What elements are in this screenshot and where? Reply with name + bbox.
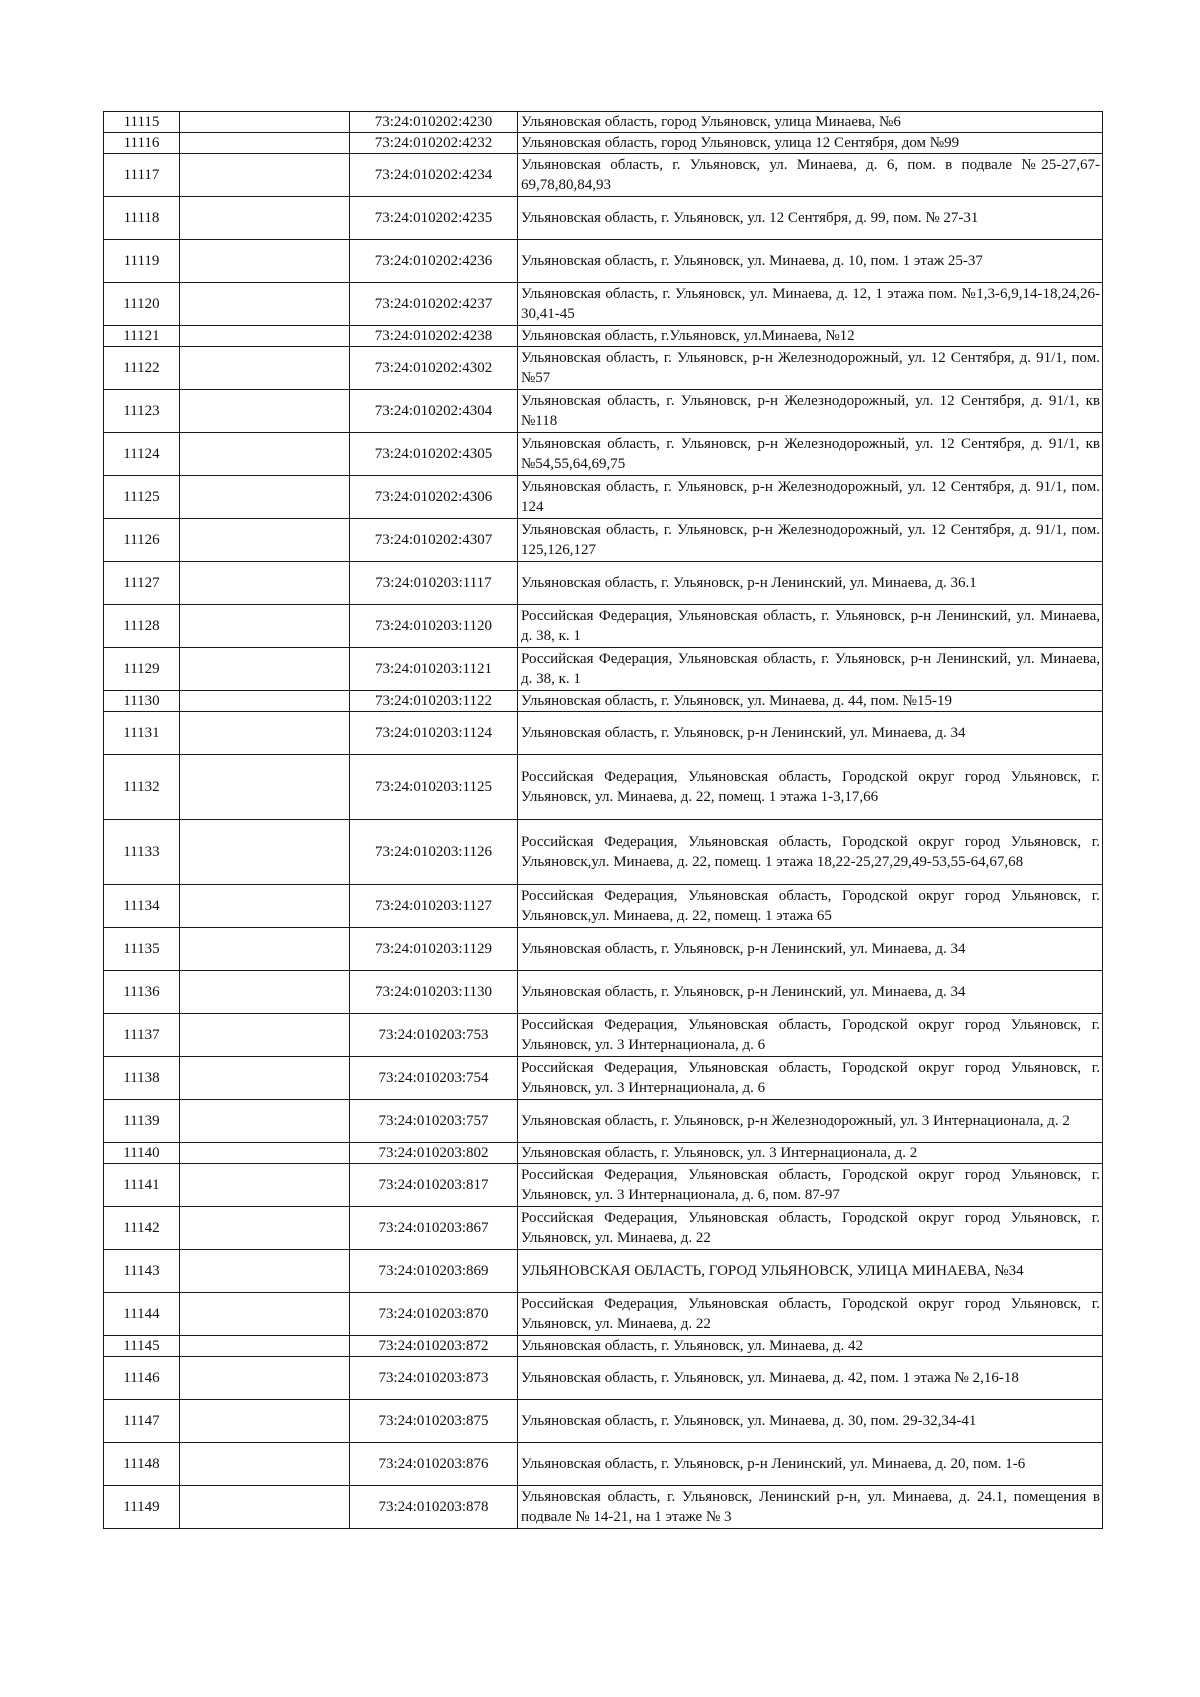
- table-row: [104, 1293, 1103, 1336]
- table-row: [104, 648, 1103, 691]
- row-number: 11120: [104, 283, 180, 326]
- cadastral-number: 73:24:010203:817: [350, 1164, 518, 1207]
- address: УЛЬЯНОВСКАЯ ОБЛАСТЬ, ГОРОД УЛЬЯНОВСК, УЛИЦА МИНАЕВА, №34: [518, 1250, 1103, 1293]
- empty-cell: [180, 562, 350, 605]
- row-number: 11147: [104, 1400, 180, 1443]
- empty-cell: [180, 1400, 350, 1443]
- empty-cell: [180, 1100, 350, 1143]
- table-row: [104, 1143, 1103, 1164]
- row-number: 11145: [104, 1336, 180, 1357]
- table-row: [104, 326, 1103, 347]
- address: Ульяновская область, г. Ульяновск, р-н Ленинский, ул. Минаева, д. 34: [518, 928, 1103, 971]
- row-number: 11148: [104, 1443, 180, 1486]
- row-number: 11122: [104, 347, 180, 390]
- empty-cell: [180, 433, 350, 476]
- address: Российская Федерация, Ульяновская область, Городской округ город Ульяновск, г. Ульяновск,ул. Минаева, д. 22, помещ. 1 этажа 18,22-25,27,29,49-53,55-64,67,68: [518, 820, 1103, 885]
- cadastral-number: 73:24:010203:1121: [350, 648, 518, 691]
- cadastral-number: 73:24:010203:1125: [350, 755, 518, 820]
- table-row: [104, 1400, 1103, 1443]
- cadastral-number: 73:24:010202:4238: [350, 326, 518, 347]
- cadastral-number: 73:24:010203:757: [350, 1100, 518, 1143]
- row-number: 11140: [104, 1143, 180, 1164]
- empty-cell: [180, 971, 350, 1014]
- row-number: 11143: [104, 1250, 180, 1293]
- empty-cell: [180, 240, 350, 283]
- table-row: [104, 283, 1103, 326]
- empty-cell: [180, 691, 350, 712]
- table-row: [104, 197, 1103, 240]
- row-number: 11136: [104, 971, 180, 1014]
- row-number: 11125: [104, 476, 180, 519]
- row-number: 11141: [104, 1164, 180, 1207]
- empty-cell: [180, 1293, 350, 1336]
- cadastral-number: 73:24:010203:1126: [350, 820, 518, 885]
- row-number: 11131: [104, 712, 180, 755]
- empty-cell: [180, 1443, 350, 1486]
- cadastral-number: 73:24:010203:870: [350, 1293, 518, 1336]
- cadastral-number: 73:24:010203:1120: [350, 605, 518, 648]
- cadastral-number: 73:24:010202:4232: [350, 133, 518, 154]
- address: Ульяновская область, г. Ульяновск, ул. Минаева, д. 42, пом. 1 этажа № 2,16-18: [518, 1357, 1103, 1400]
- table-row: [104, 1014, 1103, 1057]
- table-row: [104, 112, 1103, 133]
- address: Ульяновская область, г. Ульяновск, ул. Минаева, д. 12, 1 этажа пом. №1,3-6,9,14-18,24,26-30,41-45: [518, 283, 1103, 326]
- empty-cell: [180, 1336, 350, 1357]
- row-number: 11137: [104, 1014, 180, 1057]
- table-row: [104, 133, 1103, 154]
- address: Российская Федерация, Ульяновская область, Городской округ город Ульяновск, г. Ульяновск, ул. Минаева, д. 22: [518, 1293, 1103, 1336]
- cadastral-number: 73:24:010203:878: [350, 1486, 518, 1529]
- row-number: 11116: [104, 133, 180, 154]
- cadastral-number: 73:24:010202:4235: [350, 197, 518, 240]
- address: Ульяновская область, г. Ульяновск, Ленинский р-н, ул. Минаева, д. 24.1, помещения в подвале № 14-21, на 1 этаже № 3: [518, 1486, 1103, 1529]
- cadastral-number: 73:24:010202:4306: [350, 476, 518, 519]
- cadastral-number: 73:24:010203:872: [350, 1336, 518, 1357]
- empty-cell: [180, 755, 350, 820]
- table-row: [104, 755, 1103, 820]
- address: Ульяновская область, г. Ульяновск, р-н Железнодорожный, ул. 12 Сентября, д. 91/1, кв №118: [518, 390, 1103, 433]
- empty-cell: [180, 476, 350, 519]
- row-number: 11123: [104, 390, 180, 433]
- row-number: 11126: [104, 519, 180, 562]
- cadastral-number: 73:24:010202:4237: [350, 283, 518, 326]
- address: Российская Федерация, Ульяновская область, Городской округ город Ульяновск, г. Ульяновск, ул. 3 Интернационала, д. 6, пом. 87-97: [518, 1164, 1103, 1207]
- cadastral-number: 73:24:010203:1124: [350, 712, 518, 755]
- empty-cell: [180, 820, 350, 885]
- address: Российская Федерация, Ульяновская область, Городской округ город Ульяновск, г. Ульяновск, ул. Минаева, д. 22, помещ. 1 этажа 1-3,17,66: [518, 755, 1103, 820]
- address: Ульяновская область, г. Ульяновск, р-н Железнодорожный, ул. 12 Сентября, д. 91/1, пом. 125,126,127: [518, 519, 1103, 562]
- address: Ульяновская область, г.Ульяновск, ул.Минаева, №12: [518, 326, 1103, 347]
- address: Ульяновская область, г. Ульяновск, ул. 12 Сентября, д. 99, пом. № 27-31: [518, 197, 1103, 240]
- address: Ульяновская область, г. Ульяновск, ул. Минаева, д. 10, пом. 1 этаж 25-37: [518, 240, 1103, 283]
- address: Ульяновская область, г. Ульяновск, ул. Минаева, д. 42: [518, 1336, 1103, 1357]
- row-number: 11142: [104, 1207, 180, 1250]
- empty-cell: [180, 605, 350, 648]
- table-row: [104, 928, 1103, 971]
- empty-cell: [180, 112, 350, 133]
- table-row: [104, 712, 1103, 755]
- table-row: [104, 605, 1103, 648]
- row-number: 11121: [104, 326, 180, 347]
- empty-cell: [180, 1014, 350, 1057]
- address: Российская Федерация, Ульяновская область, Городской округ город Ульяновск, г. Ульяновск, ул. Минаева, д. 22: [518, 1207, 1103, 1250]
- table-row: [104, 1486, 1103, 1529]
- row-number: 11135: [104, 928, 180, 971]
- table-row: [104, 1336, 1103, 1357]
- table-row: [104, 562, 1103, 605]
- cadastral-number: 73:24:010203:876: [350, 1443, 518, 1486]
- empty-cell: [180, 326, 350, 347]
- cadastral-number: 73:24:010203:1127: [350, 885, 518, 928]
- empty-cell: [180, 133, 350, 154]
- table-row: [104, 240, 1103, 283]
- table-row: [104, 476, 1103, 519]
- empty-cell: [180, 1164, 350, 1207]
- address: Ульяновская область, г. Ульяновск, р-н Железнодорожный, ул. 12 Сентября, д. 91/1, кв №54,55,64,69,75: [518, 433, 1103, 476]
- cadastral-number: 73:24:010203:869: [350, 1250, 518, 1293]
- row-number: 11139: [104, 1100, 180, 1143]
- empty-cell: [180, 648, 350, 691]
- address: Ульяновская область, город Ульяновск, улица Минаева, №6: [518, 112, 1103, 133]
- cadastral-number: 73:24:010202:4302: [350, 347, 518, 390]
- table-row: [104, 820, 1103, 885]
- table-row: [104, 1164, 1103, 1207]
- cadastral-number: 73:24:010202:4307: [350, 519, 518, 562]
- empty-cell: [180, 928, 350, 971]
- empty-cell: [180, 519, 350, 562]
- empty-cell: [180, 1486, 350, 1529]
- row-number: 11144: [104, 1293, 180, 1336]
- address: Ульяновская область, г. Ульяновск, р-н Железнодорожный, ул. 3 Интернационала, д. 2: [518, 1100, 1103, 1143]
- table-row: [104, 885, 1103, 928]
- row-number: 11133: [104, 820, 180, 885]
- table-row: [104, 347, 1103, 390]
- cadastral-number: 73:24:010203:1117: [350, 562, 518, 605]
- registry-table: [103, 111, 1103, 1529]
- address: Российская Федерация, Ульяновская область, Городской округ город Ульяновск, г. Ульяновск, ул. 3 Интернационала, д. 6: [518, 1057, 1103, 1100]
- address: Ульяновская область, г. Ульяновск, р-н Ленинский, ул. Минаева, д. 20, пом. 1-6: [518, 1443, 1103, 1486]
- cadastral-number: 73:24:010202:4304: [350, 390, 518, 433]
- row-number: 11128: [104, 605, 180, 648]
- cadastral-number: 73:24:010203:873: [350, 1357, 518, 1400]
- cadastral-number: 73:24:010203:1130: [350, 971, 518, 1014]
- row-number: 11129: [104, 648, 180, 691]
- row-number: 11124: [104, 433, 180, 476]
- address: Ульяновская область, г. Ульяновск, р-н Ленинский, ул. Минаева, д. 36.1: [518, 562, 1103, 605]
- empty-cell: [180, 885, 350, 928]
- cadastral-number: 73:24:010203:802: [350, 1143, 518, 1164]
- table-row: [104, 1443, 1103, 1486]
- row-number: 11134: [104, 885, 180, 928]
- table-row: [104, 1100, 1103, 1143]
- empty-cell: [180, 1250, 350, 1293]
- empty-cell: [180, 347, 350, 390]
- cadastral-number: 73:24:010203:867: [350, 1207, 518, 1250]
- empty-cell: [180, 1143, 350, 1164]
- row-number: 11130: [104, 691, 180, 712]
- address: Российская Федерация, Ульяновская область, г. Ульяновск, р-н Ленинский, ул. Минаева, д. 38, к. 1: [518, 605, 1103, 648]
- empty-cell: [180, 1057, 350, 1100]
- table-row: [104, 1250, 1103, 1293]
- table-row: [104, 433, 1103, 476]
- row-number: 11115: [104, 112, 180, 133]
- cadastral-number: 73:24:010202:4236: [350, 240, 518, 283]
- address: Ульяновская область, г. Ульяновск, р-н Железнодорожный, ул. 12 Сентября, д. 91/1, пом. №57: [518, 347, 1103, 390]
- registry-table-body: [104, 112, 1103, 1529]
- cadastral-number: 73:24:010202:4234: [350, 154, 518, 197]
- address: Ульяновская область, г. Ульяновск, ул. 3 Интернационала, д. 2: [518, 1143, 1103, 1164]
- cadastral-number: 73:24:010203:753: [350, 1014, 518, 1057]
- row-number: 11146: [104, 1357, 180, 1400]
- address: Ульяновская область, г. Ульяновск, р-н Ленинский, ул. Минаева, д. 34: [518, 971, 1103, 1014]
- empty-cell: [180, 154, 350, 197]
- address: Российская Федерация, Ульяновская область, Городской округ город Ульяновск, г. Ульяновск, ул. 3 Интернационала, д. 6: [518, 1014, 1103, 1057]
- table-row: [104, 519, 1103, 562]
- address: Российская Федерация, Ульяновская область, Городской округ город Ульяновск, г. Ульяновск,ул. Минаева, д. 22, помещ. 1 этажа 65: [518, 885, 1103, 928]
- table-row: [104, 691, 1103, 712]
- table-row: [104, 971, 1103, 1014]
- row-number: 11119: [104, 240, 180, 283]
- table-row: [104, 154, 1103, 197]
- empty-cell: [180, 283, 350, 326]
- row-number: 11149: [104, 1486, 180, 1529]
- cadastral-number: 73:24:010203:1129: [350, 928, 518, 971]
- empty-cell: [180, 390, 350, 433]
- cadastral-number: 73:24:010203:754: [350, 1057, 518, 1100]
- empty-cell: [180, 1207, 350, 1250]
- table-row: [104, 1357, 1103, 1400]
- cadastral-number: 73:24:010202:4230: [350, 112, 518, 133]
- address: Ульяновская область, г. Ульяновск, ул. Минаева, д. 44, пом. №15-19: [518, 691, 1103, 712]
- row-number: 11127: [104, 562, 180, 605]
- address: Ульяновская область, г. Ульяновск, ул. Минаева, д. 30, пом. 29-32,34-41: [518, 1400, 1103, 1443]
- address: Ульяновская область, г. Ульяновск, р-н Железнодорожный, ул. 12 Сентября, д. 91/1, пом. 124: [518, 476, 1103, 519]
- row-number: 11118: [104, 197, 180, 240]
- cadastral-number: 73:24:010202:4305: [350, 433, 518, 476]
- table-row: [104, 1207, 1103, 1250]
- empty-cell: [180, 712, 350, 755]
- address: Ульяновская область, г. Ульяновск, р-н Ленинский, ул. Минаева, д. 34: [518, 712, 1103, 755]
- cadastral-number: 73:24:010203:875: [350, 1400, 518, 1443]
- cadastral-number: 73:24:010203:1122: [350, 691, 518, 712]
- empty-cell: [180, 1357, 350, 1400]
- row-number: 11117: [104, 154, 180, 197]
- address: Ульяновская область, г. Ульяновск, ул. Минаева, д. 6, пом. в подвале №25-27,67-69,78,80,84,93: [518, 154, 1103, 197]
- row-number: 11138: [104, 1057, 180, 1100]
- empty-cell: [180, 197, 350, 240]
- table-row: [104, 1057, 1103, 1100]
- row-number: 11132: [104, 755, 180, 820]
- address: Российская Федерация, Ульяновская область, г. Ульяновск, р-н Ленинский, ул. Минаева, д. 38, к. 1: [518, 648, 1103, 691]
- address: Ульяновская область, город Ульяновск, улица 12 Сентября, дом №99: [518, 133, 1103, 154]
- table-row: [104, 390, 1103, 433]
